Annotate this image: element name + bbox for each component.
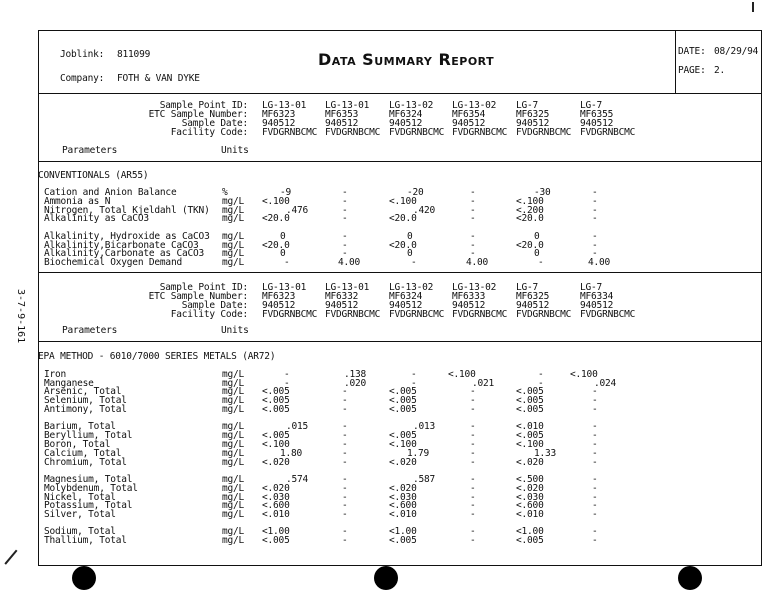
data-cell: <.020 xyxy=(516,483,544,494)
data-cell: - xyxy=(284,378,290,389)
data-cell: - xyxy=(470,205,476,216)
data-cell: - xyxy=(342,196,348,207)
data-cell: <.020 xyxy=(262,483,290,494)
data-cell: 1.33 xyxy=(534,448,557,459)
data-cell: <.005 xyxy=(516,386,544,397)
etc-sample-number: MF6333 xyxy=(452,291,486,302)
data-cell: -30 xyxy=(534,187,551,198)
sample-point-id: LG-7 xyxy=(516,282,539,293)
data-cell: - xyxy=(538,369,544,380)
etc-sample-number: MF6325 xyxy=(516,291,550,302)
parameter-unit: % xyxy=(222,187,228,198)
data-cell: <.005 xyxy=(389,404,417,415)
data-cell: - xyxy=(342,483,348,494)
stray-mark xyxy=(4,550,17,565)
data-cell: <.005 xyxy=(389,395,417,406)
data-cell: .024 xyxy=(594,378,617,389)
binder-hole xyxy=(374,566,398,590)
etc-sample-number: MF6334 xyxy=(580,291,614,302)
stray-mark xyxy=(752,2,754,12)
parameter-unit: mg/L xyxy=(222,231,245,242)
parameter-unit: mg/L xyxy=(222,196,245,207)
data-cell: <.005 xyxy=(389,535,417,546)
parameter-unit: mg/L xyxy=(222,483,245,494)
parameter-unit: mg/L xyxy=(222,404,245,415)
sample-point-label: Sample Point ID: xyxy=(159,100,248,111)
data-cell: - xyxy=(592,509,598,520)
sample-date: 940512 xyxy=(262,300,296,311)
parameter-unit: mg/L xyxy=(222,378,245,389)
data-cell: .020 xyxy=(344,378,367,389)
sample-date: 940512 xyxy=(452,300,486,311)
data-cell: - xyxy=(470,509,476,520)
data-cell: <.100 xyxy=(448,369,476,380)
data-cell: - xyxy=(470,187,476,198)
data-cell: <.005 xyxy=(262,395,290,406)
data-cell: <.100 xyxy=(516,439,544,450)
block2-divider xyxy=(38,341,762,342)
data-cell: - xyxy=(470,535,476,546)
data-cell: - xyxy=(470,500,476,511)
data-cell: - xyxy=(342,240,348,251)
sample-date: 940512 xyxy=(389,300,423,311)
parameter-name: Nitrogen, Total Kjeldahl (TKN) xyxy=(44,205,210,216)
page-label: PAGE: xyxy=(678,65,706,76)
data-cell: <.005 xyxy=(389,386,417,397)
data-cell: - xyxy=(470,474,476,485)
data-cell: <.030 xyxy=(262,492,290,503)
sample-date: 940512 xyxy=(325,300,359,311)
joblink-label: Joblink: xyxy=(60,49,105,60)
data-cell: - xyxy=(342,474,348,485)
data-cell: - xyxy=(342,439,348,450)
data-cell: .021 xyxy=(472,378,495,389)
parameter-unit: mg/L xyxy=(222,492,245,503)
sample-point-id: LG-13-01 xyxy=(325,282,370,293)
data-cell: <.020 xyxy=(389,457,417,468)
sample-point-label-2: Sample Point ID: xyxy=(159,282,248,293)
data-cell: <.005 xyxy=(516,535,544,546)
data-cell: - xyxy=(470,404,476,415)
date-box-line xyxy=(675,30,676,93)
parameter-unit: mg/L xyxy=(222,248,245,259)
data-cell: - xyxy=(342,526,348,537)
data-cell: - xyxy=(342,386,348,397)
parameter-name: Manganese xyxy=(44,378,94,389)
binder-hole xyxy=(678,566,702,590)
header-divider xyxy=(38,93,762,94)
parameter-unit: mg/L xyxy=(222,526,245,537)
data-cell: - xyxy=(342,187,348,198)
data-cell: - xyxy=(470,483,476,494)
metals-section-title: EPA METHOD - 6010/7000 SERIES METALS (AR72) xyxy=(38,351,276,362)
data-cell: - xyxy=(592,492,598,503)
parameter-unit: mg/L xyxy=(222,474,245,485)
parameters-header-2: Parameters xyxy=(62,325,118,336)
company-value: FOTH & VAN DYKE xyxy=(117,73,200,84)
sample-point-id: LG-13-01 xyxy=(325,100,370,111)
data-cell: - xyxy=(470,430,476,441)
etc-sample-number: MF6353 xyxy=(325,109,359,120)
etc-sample-number: MF6332 xyxy=(325,291,359,302)
binder-hole xyxy=(72,566,96,590)
data-cell: .138 xyxy=(344,369,367,380)
etc-sample-label: ETC Sample Number: xyxy=(148,109,248,120)
data-cell: 0 xyxy=(407,231,413,242)
data-cell: <1.00 xyxy=(389,526,417,537)
data-cell: <.005 xyxy=(516,404,544,415)
page-number: 2. xyxy=(714,65,726,76)
parameter-unit: mg/L xyxy=(222,386,245,397)
data-cell: - xyxy=(592,421,598,432)
date-label: DATE: xyxy=(678,46,706,57)
parameter-name: Biochemical Oxygen Demand xyxy=(44,257,182,268)
data-cell: - xyxy=(592,395,598,406)
data-cell: <20.0 xyxy=(389,240,417,251)
facility-code: FVDGRNBCMC xyxy=(516,309,572,320)
data-cell: <20.0 xyxy=(262,213,290,224)
data-cell: - xyxy=(342,509,348,520)
etc-sample-number: MF6325 xyxy=(516,109,550,120)
data-cell: - xyxy=(538,378,544,389)
data-cell: - xyxy=(592,248,598,259)
parameter-name: Chromium, Total xyxy=(44,457,127,468)
facility-code: FVDGRNBCMC xyxy=(389,127,445,138)
data-cell: <20.0 xyxy=(389,213,417,224)
parameter-name: Ammonia as N xyxy=(44,196,111,207)
facility-code-label: Facility Code: xyxy=(170,127,248,138)
data-cell: <.020 xyxy=(262,457,290,468)
data-cell: - xyxy=(470,240,476,251)
data-cell: - xyxy=(342,535,348,546)
data-cell: <.100 xyxy=(262,196,290,207)
data-cell: - xyxy=(342,430,348,441)
parameter-unit: mg/L xyxy=(222,213,245,224)
sample-date-label: Sample Date: xyxy=(181,118,248,129)
data-cell: <.020 xyxy=(516,457,544,468)
etc-sample-number: MF6354 xyxy=(452,109,486,120)
margin-note: 3-7-9-161 xyxy=(15,289,26,344)
data-cell: <.005 xyxy=(262,430,290,441)
data-cell: <.010 xyxy=(389,509,417,520)
parameter-name: Potassium, Total xyxy=(44,500,133,511)
parameter-name: Thallium, Total xyxy=(44,535,127,546)
data-cell: <.010 xyxy=(516,421,544,432)
data-cell: - xyxy=(470,439,476,450)
data-cell: <.020 xyxy=(389,483,417,494)
data-cell: - xyxy=(342,404,348,415)
data-cell: <.500 xyxy=(516,474,544,485)
data-cell: - xyxy=(411,378,417,389)
data-cell: <.010 xyxy=(516,509,544,520)
block2-top-divider xyxy=(38,272,762,273)
data-cell: <20.0 xyxy=(516,240,544,251)
data-cell: - xyxy=(284,369,290,380)
data-cell: <1.00 xyxy=(262,526,290,537)
parameter-unit: mg/L xyxy=(222,509,245,520)
data-cell: - xyxy=(342,492,348,503)
parameter-name: Cation and Anion Balance xyxy=(44,187,177,198)
sample-point-id: LG-7 xyxy=(580,282,603,293)
conventionals-section-title: CONVENTIONALS (AR55) xyxy=(38,170,149,181)
data-cell: - xyxy=(342,457,348,468)
data-cell: - xyxy=(284,257,290,268)
data-cell: <20.0 xyxy=(516,213,544,224)
parameter-unit: mg/L xyxy=(222,240,245,251)
data-cell: .587 xyxy=(413,474,436,485)
facility-code: FVDGRNBCMC xyxy=(325,309,381,320)
joblink-value: 811099 xyxy=(117,49,151,60)
facility-code-label-2: Facility Code: xyxy=(170,309,248,320)
parameter-name: Alkalinity,Carbonate as CaCO3 xyxy=(44,248,205,259)
data-cell: <20.0 xyxy=(262,240,290,251)
facility-code: FVDGRNBCMC xyxy=(580,127,636,138)
data-cell: .013 xyxy=(413,421,436,432)
data-cell: - xyxy=(342,448,348,459)
data-cell: <1.00 xyxy=(516,526,544,537)
data-cell: .574 xyxy=(286,474,309,485)
parameter-unit: mg/L xyxy=(222,500,245,511)
data-cell: <.005 xyxy=(262,386,290,397)
data-cell: - xyxy=(470,231,476,242)
data-cell: - xyxy=(470,395,476,406)
data-cell: - xyxy=(470,448,476,459)
data-cell: 0 xyxy=(280,231,286,242)
sample-date: 940512 xyxy=(580,300,614,311)
sample-date: 940512 xyxy=(325,118,359,129)
etc-sample-label-2: ETC Sample Number: xyxy=(148,291,248,302)
parameter-unit: mg/L xyxy=(222,457,245,468)
parameter-unit: mg/L xyxy=(222,430,245,441)
data-cell: <.600 xyxy=(389,500,417,511)
facility-code: FVDGRNBCMC xyxy=(580,309,636,320)
sample-date-label-2: Sample Date: xyxy=(181,300,248,311)
data-cell: - xyxy=(592,535,598,546)
data-cell: - xyxy=(592,205,598,216)
data-cell: - xyxy=(470,421,476,432)
parameter-name: Barium, Total xyxy=(44,421,116,432)
data-cell: - xyxy=(592,430,598,441)
facility-code: FVDGRNBCMC xyxy=(262,309,318,320)
data-cell: -9 xyxy=(280,187,292,198)
sample-date: 940512 xyxy=(580,118,614,129)
data-cell: - xyxy=(470,196,476,207)
data-cell: - xyxy=(470,526,476,537)
sample-point-id: LG-13-02 xyxy=(389,100,434,111)
facility-code: FVDGRNBCMC xyxy=(262,127,318,138)
parameter-name: Alkalinity, Hydroxide as CaCO3 xyxy=(44,231,210,242)
parameter-unit: mg/L xyxy=(222,448,245,459)
data-cell: <.005 xyxy=(516,395,544,406)
parameter-unit: mg/L xyxy=(222,257,245,268)
data-cell: <.005 xyxy=(262,535,290,546)
sample-point-id: LG-7 xyxy=(580,100,603,111)
data-cell: <.600 xyxy=(262,500,290,511)
data-cell: - xyxy=(342,213,348,224)
data-cell: <.005 xyxy=(389,430,417,441)
data-cell: - xyxy=(592,457,598,468)
data-cell: 4.00 xyxy=(588,257,611,268)
etc-sample-number: MF6323 xyxy=(262,291,296,302)
parameter-name: Antimony, Total xyxy=(44,404,127,415)
data-cell: <.100 xyxy=(570,369,598,380)
data-cell: - xyxy=(342,500,348,511)
facility-code: FVDGRNBCMC xyxy=(516,127,572,138)
parameter-name: Alkalinity as CaCO3 xyxy=(44,213,149,224)
sample-point-id: LG-13-01 xyxy=(262,282,307,293)
data-cell: 1.80 xyxy=(280,448,303,459)
sample-date: 940512 xyxy=(389,118,423,129)
sample-point-id: LG-13-02 xyxy=(389,282,434,293)
data-cell: - xyxy=(342,205,348,216)
data-cell: - xyxy=(470,492,476,503)
parameter-unit: mg/L xyxy=(222,421,245,432)
data-cell: - xyxy=(411,369,417,380)
data-cell: - xyxy=(592,439,598,450)
data-cell: 4.00 xyxy=(338,257,361,268)
data-cell: - xyxy=(538,257,544,268)
data-cell: - xyxy=(592,500,598,511)
parameter-unit: mg/L xyxy=(222,535,245,546)
data-cell: - xyxy=(592,526,598,537)
company-label: Company: xyxy=(60,73,105,84)
parameter-name: Alkalinity,Bicarbonate CaCO3 xyxy=(44,240,199,251)
parameter-name: Molybdenum, Total xyxy=(44,483,138,494)
data-cell: <.005 xyxy=(516,430,544,441)
units-header-2: Units xyxy=(221,325,249,336)
date-value: 08/29/94 xyxy=(714,46,759,57)
sample-point-id: LG-7 xyxy=(516,100,539,111)
data-cell: <.100 xyxy=(389,439,417,450)
data-cell: - xyxy=(470,386,476,397)
data-cell: - xyxy=(592,196,598,207)
data-cell: - xyxy=(592,231,598,242)
sample-point-id: LG-13-02 xyxy=(452,100,497,111)
parameter-name: Sodium, Total xyxy=(44,526,116,537)
data-cell: <.100 xyxy=(516,196,544,207)
data-cell: .420 xyxy=(413,205,436,216)
data-cell: - xyxy=(592,404,598,415)
data-cell: 1.79 xyxy=(407,448,430,459)
facility-code: FVDGRNBCMC xyxy=(389,309,445,320)
data-cell: 4.00 xyxy=(466,257,489,268)
sample-date: 940512 xyxy=(516,300,550,311)
parameter-unit: mg/L xyxy=(222,439,245,450)
data-cell: - xyxy=(592,187,598,198)
parameter-name: Calcium, Total xyxy=(44,448,122,459)
data-cell: - xyxy=(470,248,476,259)
data-cell: - xyxy=(342,231,348,242)
data-cell: .476 xyxy=(286,205,309,216)
facility-code: FVDGRNBCMC xyxy=(325,127,381,138)
parameter-name: Beryllium, Total xyxy=(44,430,133,441)
facility-code: FVDGRNBCMC xyxy=(452,127,508,138)
parameter-unit: mg/L xyxy=(222,369,245,380)
page-title: Data Summary Report xyxy=(318,50,495,69)
sample-date: 940512 xyxy=(262,118,296,129)
sample-date: 940512 xyxy=(452,118,486,129)
data-cell: - xyxy=(592,448,598,459)
etc-sample-number: MF6324 xyxy=(389,291,423,302)
data-cell: - xyxy=(592,483,598,494)
parameter-name: Arsenic, Total xyxy=(44,386,122,397)
parameters-header: Parameters xyxy=(62,145,118,156)
data-cell: - xyxy=(470,457,476,468)
units-header: Units xyxy=(221,145,249,156)
parameter-name: Nickel, Total xyxy=(44,492,116,503)
data-cell: <.600 xyxy=(516,500,544,511)
data-cell: - xyxy=(592,386,598,397)
data-cell: <.030 xyxy=(389,492,417,503)
data-cell: <.030 xyxy=(516,492,544,503)
sample-point-id: LG-13-01 xyxy=(262,100,307,111)
data-cell: <.200 xyxy=(516,205,544,216)
etc-sample-number: MF6324 xyxy=(389,109,423,120)
data-cell: -20 xyxy=(407,187,424,198)
data-cell: <.010 xyxy=(262,509,290,520)
data-cell: 0 xyxy=(407,248,413,259)
block1-divider xyxy=(38,161,762,162)
data-cell: .015 xyxy=(286,421,309,432)
sample-point-id: LG-13-02 xyxy=(452,282,497,293)
parameter-unit: mg/L xyxy=(222,395,245,406)
data-cell: - xyxy=(342,421,348,432)
facility-code: FVDGRNBCMC xyxy=(452,309,508,320)
parameter-unit: mg/L xyxy=(222,205,245,216)
data-cell: - xyxy=(470,213,476,224)
etc-sample-number: MF6323 xyxy=(262,109,296,120)
data-cell: - xyxy=(592,213,598,224)
data-cell: 0 xyxy=(534,231,540,242)
etc-sample-number: MF6355 xyxy=(580,109,614,120)
data-cell: - xyxy=(411,257,417,268)
data-cell: - xyxy=(592,240,598,251)
data-cell: <.100 xyxy=(262,439,290,450)
sample-date: 940512 xyxy=(516,118,550,129)
data-cell: - xyxy=(592,474,598,485)
data-cell: <.100 xyxy=(389,196,417,207)
parameter-name: Magnesium, Total xyxy=(44,474,133,485)
data-cell: - xyxy=(342,248,348,259)
data-cell: - xyxy=(342,395,348,406)
data-cell: <.005 xyxy=(262,404,290,415)
data-cell: 0 xyxy=(534,248,540,259)
parameter-name: Silver, Total xyxy=(44,509,116,520)
parameter-name: Boron, Total xyxy=(44,439,111,450)
parameter-name: Selenium, Total xyxy=(44,395,127,406)
parameter-name: Iron xyxy=(44,369,67,380)
data-cell: 0 xyxy=(280,248,286,259)
